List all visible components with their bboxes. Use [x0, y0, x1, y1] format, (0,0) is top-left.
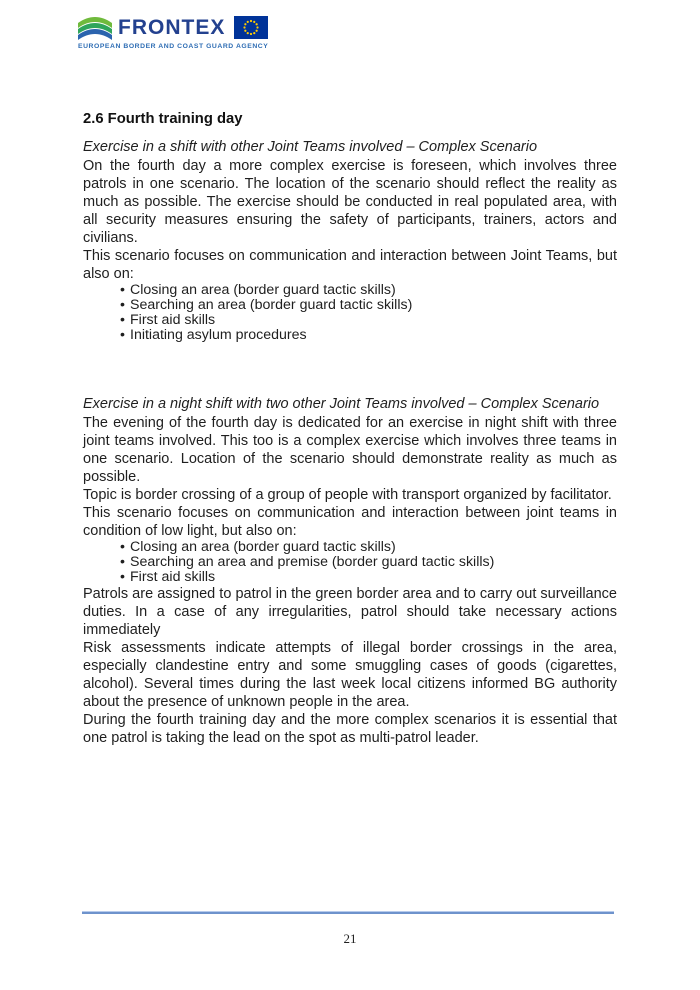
document-body — [83, 0, 617, 747]
subheading-night-exercise: Exercise in a night shift with two other Joint Teams involved – Complex Scenario — [83, 396, 600, 412]
para-focus-intro: This scenario focuses on communication and interaction between Joint Teams, but also on: — [83, 248, 617, 282]
para-evening: The evening of the fourth day is dedicated for an exercise in night shift with three joint teams involved. This too is a complex exercise which involves three teams in one scenario. Location of the scenario should demonstrate reality as much as possible. — [83, 415, 617, 485]
bullet-icon: • — [120, 554, 125, 570]
list-item — [120, 328, 617, 343]
para-topic: Topic is border crossing of a group of people with transport organized by facilitator. — [83, 487, 612, 503]
list-item-text: Searching an area and premise (border guard tactic skills) — [130, 554, 495, 570]
bullet-icon: • — [120, 569, 125, 585]
para-patrol-assignment: Patrols are assigned to patrol in the green border area and to carry out surveillance duties. In a case of any irregularities, patrol should take necessary actions immediately — [83, 586, 617, 638]
bullet-icon: • — [120, 282, 125, 298]
frontex-tagline: EUROPEAN BORDER AND COAST GUARD AGENCY — [78, 43, 269, 50]
bullet-icon: • — [120, 297, 125, 313]
list-item-text: First aid skills — [130, 312, 216, 328]
para-multi-patrol-leader: During the fourth training day and the more complex scenarios it is essential that one patrol is taking the lead on the spot as multi-patrol leader. — [83, 712, 617, 746]
list-item — [120, 298, 617, 313]
bullet-list-night — [83, 540, 617, 585]
subheading-day-exercise: Exercise in a shift with other Joint Teams involved – Complex Scenario — [83, 139, 538, 155]
para-night-focus-intro: This scenario focuses on communication and interaction between joint teams in condition of low light, but also on: — [83, 505, 617, 539]
frontex-brand-text: FRONTEX — [118, 16, 226, 39]
bullet-list-day — [83, 283, 617, 343]
list-item-text: Searching an area (border guard tactic skills) — [130, 297, 413, 313]
list-item — [120, 283, 617, 298]
list-item — [120, 555, 617, 570]
page-number: 21 — [343, 931, 357, 946]
list-item-text: First aid skills — [130, 569, 216, 585]
para-overview: On the fourth day a more complex exercise is foreseen, which involves three patrols in one scenario. The location of the scenario should reflect the reality as much as possible. The exercise should be conducted in real populated area, with all security measures ensuring the safety of participants, trainers, actors and civilians. — [83, 158, 617, 246]
list-item — [120, 570, 617, 585]
bullet-icon: • — [120, 327, 125, 343]
bullet-icon: • — [120, 312, 125, 328]
para-risk-assessment: Risk assessments indicate attempts of illegal border crossings in the area, especially clandestine entry and some smuggling cases of goods (cigarettes, alcohol). Several times during the last week local citizens informed BG authority about the presence of unknown people in the area. — [83, 640, 617, 710]
list-item-text: Closing an area (border guard tactic skills) — [130, 282, 396, 298]
bullet-icon: • — [120, 539, 125, 555]
list-item-text: Closing an area (border guard tactic skills) — [130, 539, 396, 555]
footer-rule — [82, 911, 614, 914]
list-item-text: Initiating asylum procedures — [130, 327, 307, 343]
list-item — [120, 540, 617, 555]
section-heading: 2.6 Fourth training day — [83, 111, 243, 127]
list-item — [120, 313, 617, 328]
